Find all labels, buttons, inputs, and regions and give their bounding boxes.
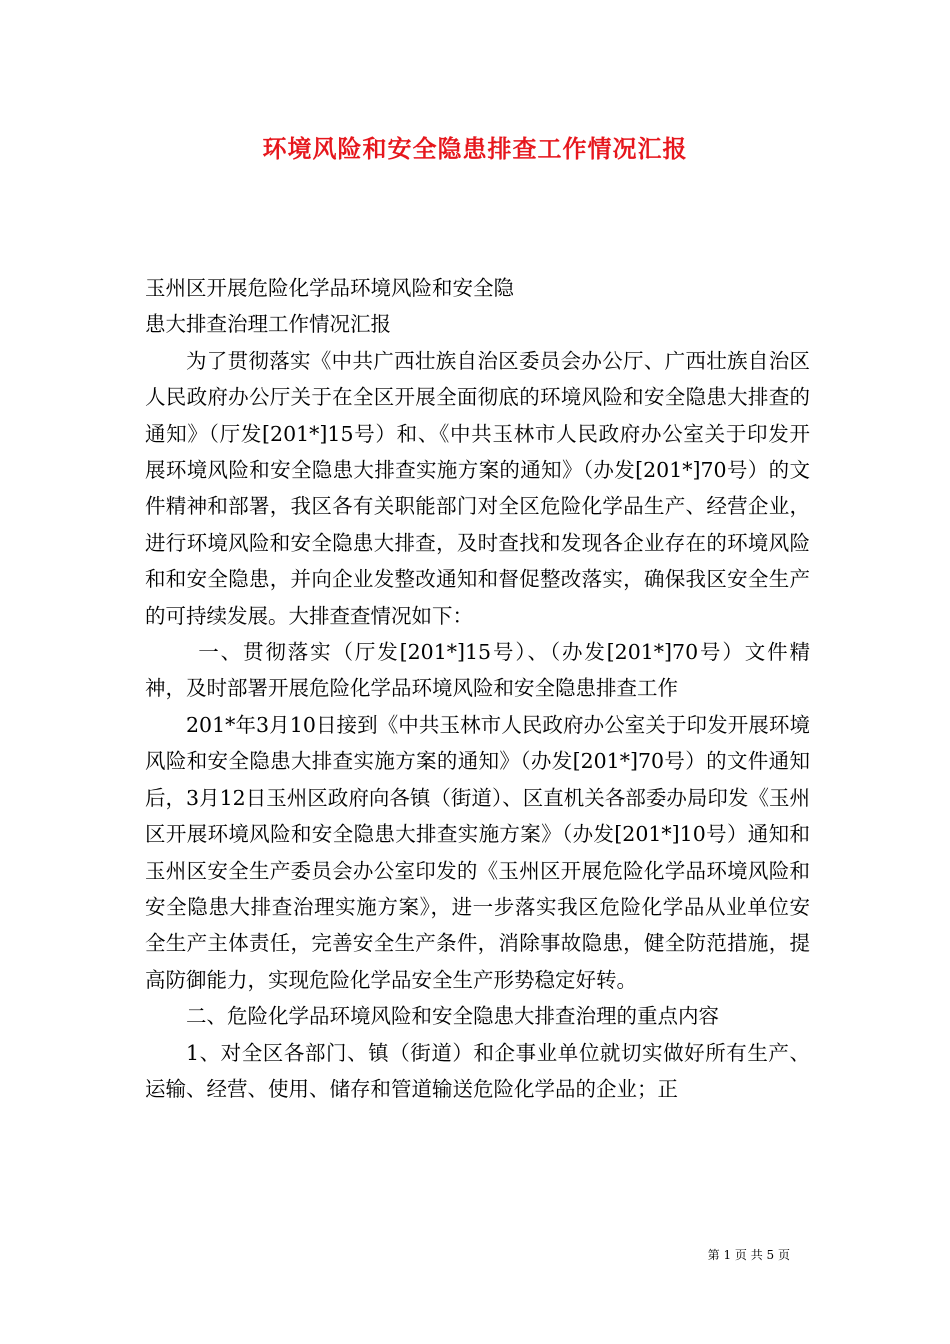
paragraph-section-1: 201*年3月10日接到《中共玉林市人民政府办公室关于印发开展环境风险和安全隐患大排查实施方案的通知》（办发[201*]70号）的文件通知后，3月12日玉州区政府向各镇（街道）、区直机关各部委办局印发《玉州区开展环境风险和安全隐患大排查实施方案》（办发[201*]10号）通知和玉州区安全生产委员会办公室印发的《玉州区开展危险化学品环境风险和安全隐患大排查治理实施方案》，进一步落实我区危险化学品从业单位安全生产主体责任，完善安全生产条件，消除事故隐患，健全防范措施，提高防御能力，实现危险化学品安全生产形势稳定好转。 xyxy=(145,712,810,992)
section-heading-2: 二、危险化学品环境风险和安全隐患大排查治理的重点内容 xyxy=(186,1004,719,1029)
page-number: 第 1 页 共 5 页 xyxy=(707,1248,790,1262)
report-heading-line-1: 玉州区开展危险化学品环境风险和安全隐 xyxy=(145,276,514,300)
document-body xyxy=(145,270,810,1107)
report-heading-line-2: 患大排查治理工作情况汇报 xyxy=(145,312,391,337)
section-heading-1: 一、贯彻落实（厅发[201*]15号）、（办发[201*]70号）文件精神，及时部署开展危险化学品环境风险和安全隐患排查工作 xyxy=(145,640,810,701)
document-title: 环境风险和安全隐患排查工作情况汇报 xyxy=(262,134,688,163)
paragraph-intro: 为了贯彻落实《中共广西壮族自治区委员会办公厅、广西壮族自治区人民政府办公厅关于在全区开展全面彻底的环境风险和安全隐患大排查的通知》（厅发[201*]15号）和、《中共玉林市人民政府办公室关于印发开展环境风险和安全隐患大排查实施方案的通知》（办发[201*]70号）的文件精神和部署，我区各有关职能部门对全区危险化学品生产、经营企业，进行环境风险和安全隐患大排查，及时查找和发现各企业存在的环境风险和和安全隐患，并向企业发整改通知和督促整改落实，确保我区安全生产的可持续发展。大排查查情况如下： xyxy=(145,348,810,628)
paragraph-section-2-item-1: 1、对全区各部门、镇（街道）和企事业单位就切实做好所有生产、运输、经营、使用、储存和管道输送危险化学品的企业；正 xyxy=(145,1040,810,1101)
